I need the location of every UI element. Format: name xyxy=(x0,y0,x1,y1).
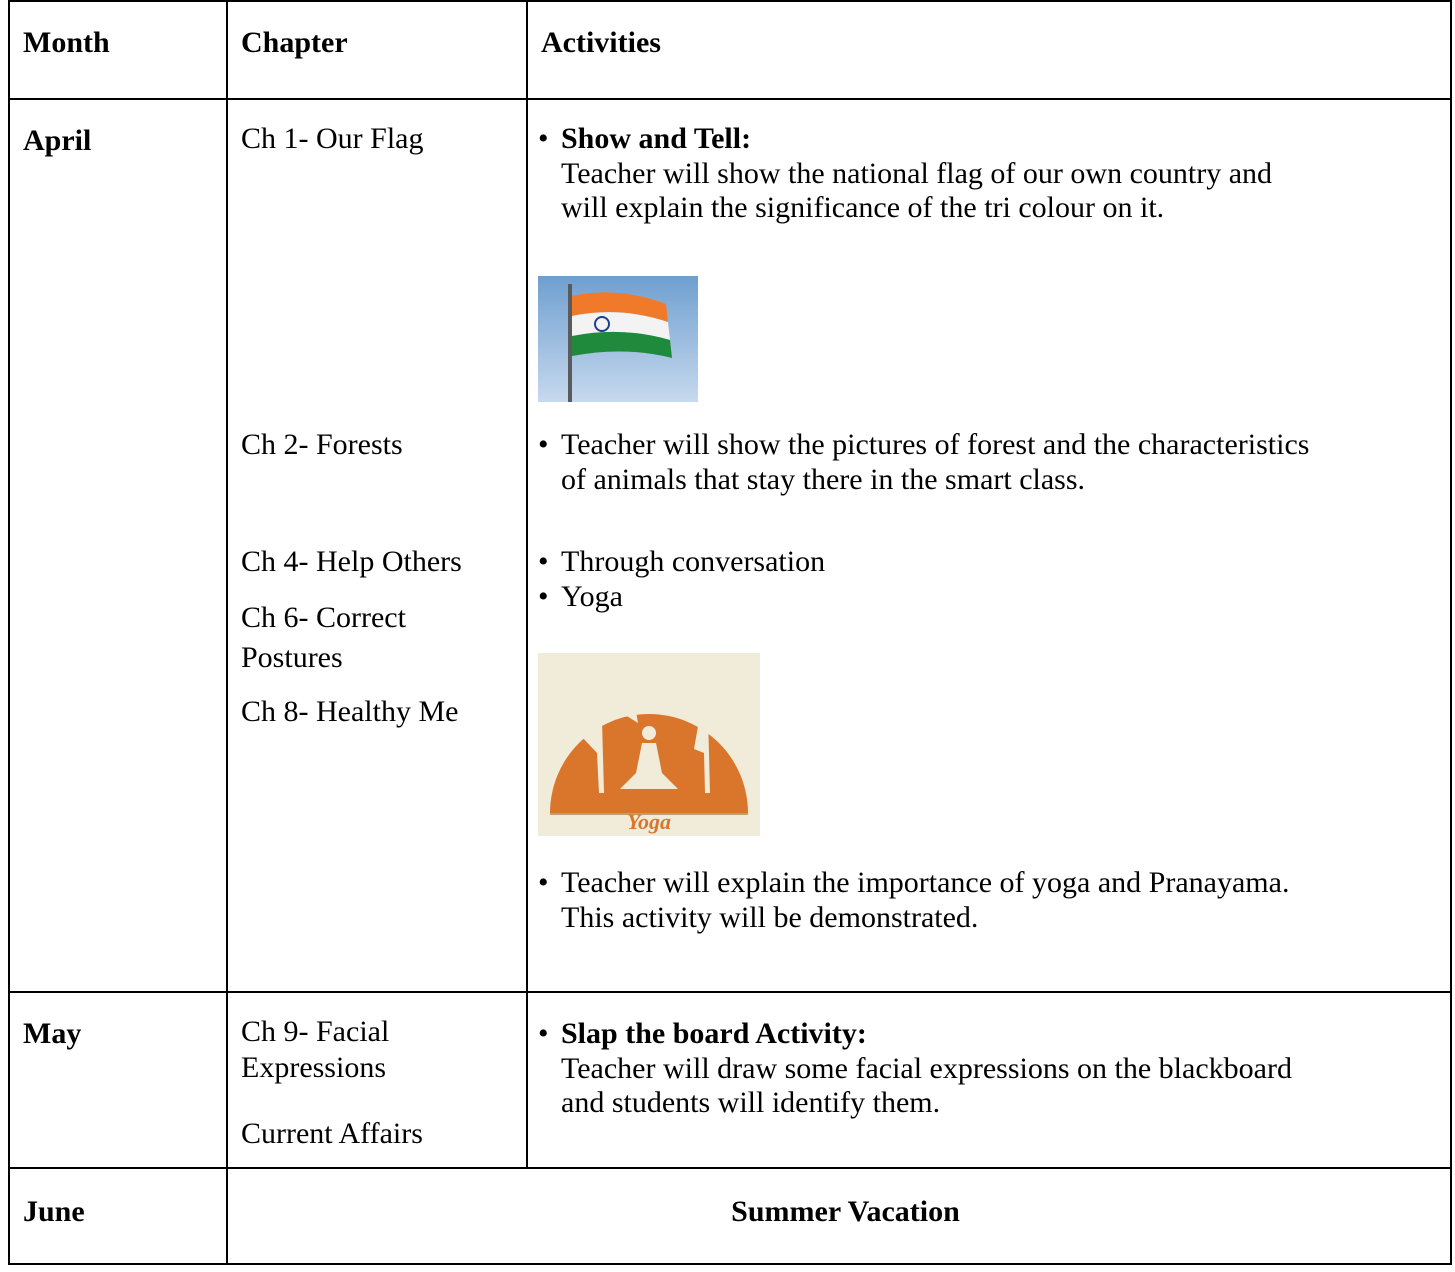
bullet-icon: • xyxy=(538,579,549,613)
header-row xyxy=(9,1,1451,99)
month-june: June xyxy=(23,1195,85,1228)
may-row xyxy=(9,992,1451,1168)
yoga-logo-text: Yoga xyxy=(627,809,671,834)
yoga-day-image xyxy=(538,653,760,836)
activity-text: Teacher will draw some facial expressions on the blackboard xyxy=(561,1051,1292,1085)
bullet-icon: • xyxy=(538,545,549,578)
activity-text: Teacher will show the national flag of our own country and xyxy=(561,156,1273,190)
may-activities xyxy=(527,992,1451,1168)
bullet-icon: • xyxy=(538,1017,549,1050)
activity-title: Show and Tell: xyxy=(561,122,752,155)
list-item xyxy=(536,580,1441,615)
header-month: Month xyxy=(23,26,110,59)
activity-text: Teacher will explain the importance of yoga and Pranayama. xyxy=(561,866,1290,899)
activity-text: Yoga xyxy=(561,579,623,613)
chapter-item: Ch 4- Help Others xyxy=(241,545,462,578)
bullet-icon: • xyxy=(538,428,549,461)
list-item xyxy=(536,428,1441,463)
list-item xyxy=(536,545,1441,580)
list-item xyxy=(536,122,1441,157)
activity-text: Through conversation xyxy=(561,545,826,578)
activity-text: will explain the significance of the tri colour on it. xyxy=(561,191,1165,224)
activity-title: Slap the board Activity: xyxy=(561,1017,867,1050)
april-chapters xyxy=(227,99,527,992)
curriculum-table xyxy=(8,0,1452,1265)
chapter-item: Ch 8- Healthy Me xyxy=(241,695,459,728)
header-activities: Activities xyxy=(541,26,661,59)
bullet-icon: • xyxy=(538,122,549,155)
header-chapter: Chapter xyxy=(241,26,348,59)
list-item xyxy=(536,866,1441,901)
chapter-item: Ch 2- Forests xyxy=(241,428,403,461)
month-april: April xyxy=(23,124,92,157)
month-may: May xyxy=(23,1017,82,1050)
summer-vacation: Summer Vacation xyxy=(731,1195,960,1228)
bullet-icon: • xyxy=(538,866,549,899)
activity-text: This activity will be demonstrated. xyxy=(561,900,979,934)
activity-text: of animals that stay there in the smart class. xyxy=(561,462,1086,496)
activity-text: Teacher will show the pictures of forest and the characteristics xyxy=(561,428,1310,461)
chapter-item: Expressions xyxy=(241,1051,386,1084)
activity-text: and students will identify them. xyxy=(561,1086,941,1119)
chapter-item: Ch 9- Facial xyxy=(241,1015,390,1048)
chapter-item: Ch 1- Our Flag xyxy=(241,122,424,155)
june-row xyxy=(9,1168,1451,1264)
chapter-item: Current Affairs xyxy=(241,1117,423,1150)
list-item xyxy=(536,1017,1441,1052)
may-chapters xyxy=(227,992,527,1168)
april-row xyxy=(9,99,1451,992)
chapter-item: Postures xyxy=(241,641,343,674)
chapter-item: Ch 6- Correct xyxy=(241,601,406,634)
indian-flag-image xyxy=(538,276,698,402)
april-activities xyxy=(527,99,1451,992)
